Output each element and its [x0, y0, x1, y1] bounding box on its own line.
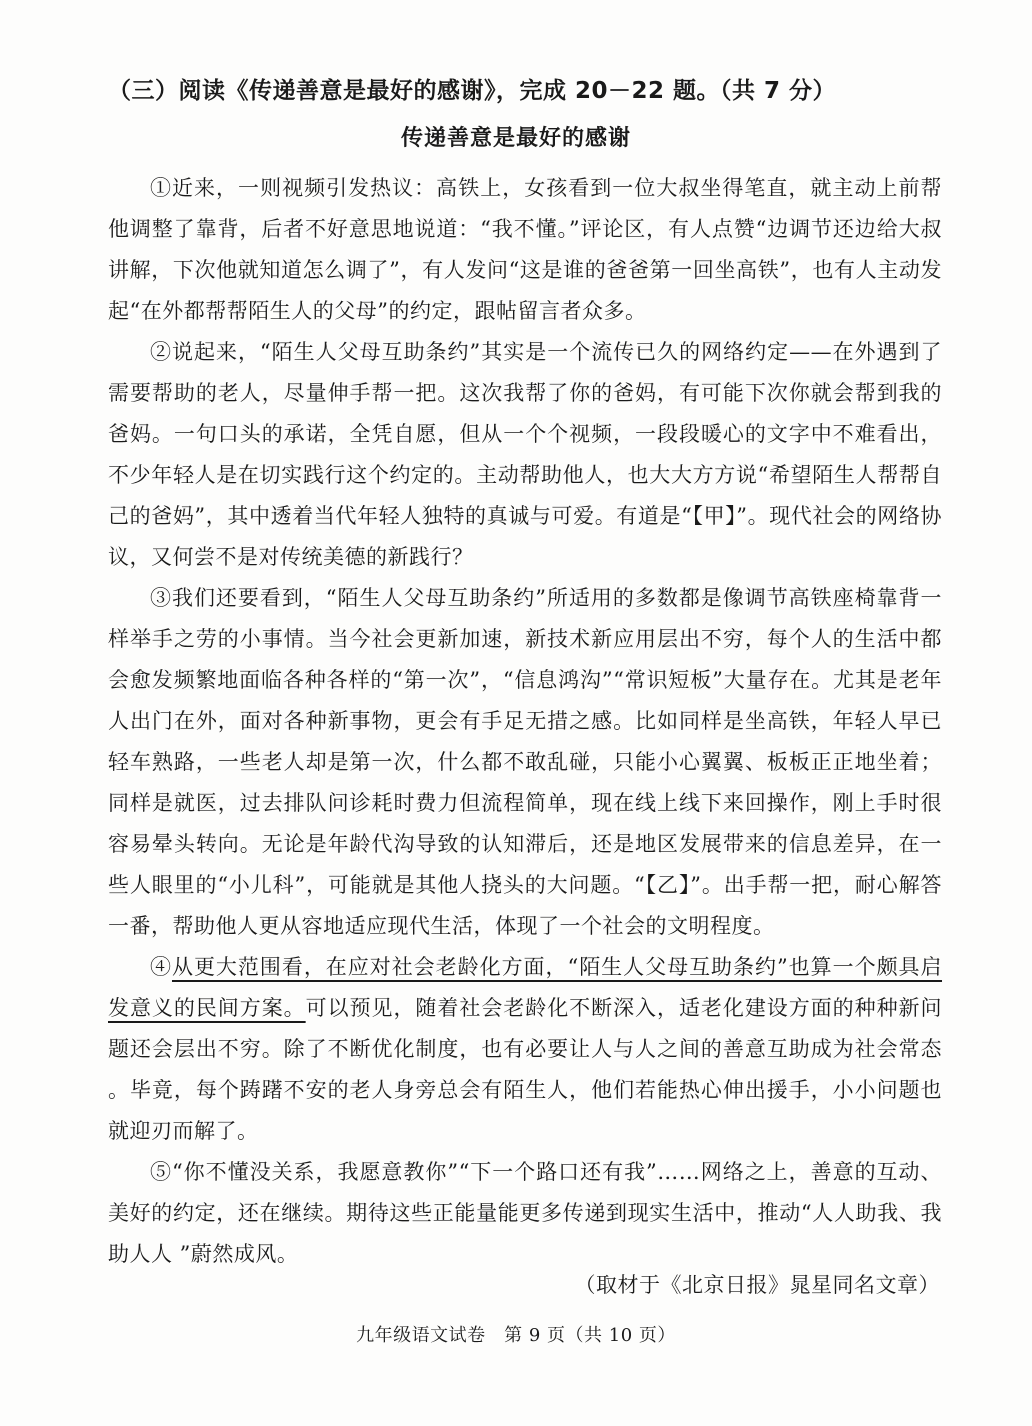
paragraph-1: ①近来，一则视频引发热议：高铁上，女孩看到一位大叔坐得笔直，就主动上前帮他调整了靠背，后者不好意思地说道：“我不懂。”评论区，有人点赞“边调节还边给大叔讲解，下次他就知道怎么调了”，有人发问“这是谁的爸爸第一回坐高铁”，也有人主动发起“在外都帮帮陌生人的父母”的约定，跟帖留言者众多。	[108, 176, 942, 323]
paragraph-4-rest: 可以预见，随着社会老龄化不断深入，适老化建设方面的种种新问题还会层出不穷。除了不断优化制度，也有必要让人与人之间的善意互助成为社会常态 。毕竟，每个踌躇不安的老人身旁总会有陌生人，他们若能热心伸出援手，小小问题也就迎刃而解了。	[108, 996, 943, 1143]
paragraph-3: ③我们还要看到，“陌生人父母互助条约”所适用的多数都是像调节高铁座椅靠背一样举手之劳的小事情。当今社会更新加速，新技术新应用层出不穷，每个人的生活中都会愈发频繁地面临各种各样的“第一次”，“信息鸿沟”“常识短板”大量存在。尤其是老年人出门在外，面对各种新事物，更会有手足无措之感。比如同样是坐高铁，年轻人早已轻车熟路，一些老人却是第一次，什么都不敢乱碰，只能小心翼翼、板板正正地坐着；同样是就医，过去排队问诊耗时费力但流程简单，现在线上线下来回操作，刚上手时很容易晕头转向。无论是年龄代沟导致的认知滞后，还是地区发展带来的信息差异，在一些人眼里的“小儿科”，可能就是其他人挠头的大问题。“【乙】”。出手帮一把，耐心解答一番，帮助他人更从容地适应现代生活，体现了一个社会的文明程度。	[108, 586, 942, 938]
source-citation: （取材于《北京日报》晁星同名文章）	[574, 1273, 940, 1297]
paragraph-4-number: ④	[150, 955, 172, 979]
paragraph-4	[108, 947, 942, 1152]
paragraph-5: ⑤“你不懂没关系，我愿意教你”“下一个路口还有我”……网络之上，善意的互动、美好的约定，还在继续。期待这些正能量能更多传递到现实生活中，推动“人人助我、我助人人 ”蔚然成风。	[108, 1160, 942, 1266]
article-body	[108, 168, 942, 1275]
page-footer: 九年级语文试卷 第 9 页（共 10 页）	[356, 1325, 676, 1346]
article-title: 传递善意是最好的感谢	[400, 126, 631, 151]
underlined-sentence: 从更大范围看，在应对社会老龄化方面，“陌生人父母互助条约”也算一个颇具启发意义的民间方案。	[108, 955, 943, 1020]
paragraph-2: ②说起来，“陌生人父母互助条约”其实是一个流传已久的网络约定——在外遇到了需要帮助的老人，尽量伸手帮一把。这次我帮了你的爸妈，有可能下次你就会帮到我的爸妈。一句口头的承诺，全凭自愿，但从一个个视频，一段段暖心的文字中不难看出，不少年轻人是在切实践行这个约定的。主动帮助他人，也大大方方说“希望陌生人帮帮自己的爸妈”，其中透着当代年轻人独特的真诚与可爱。有道是“【甲】”。现代社会的网络协议，又何尝不是对传统美德的新践行？	[108, 340, 942, 569]
section-heading: （三）阅读《传递善意是最好的感谢》，完成 20－22 题。（共 7 分）	[108, 78, 837, 104]
